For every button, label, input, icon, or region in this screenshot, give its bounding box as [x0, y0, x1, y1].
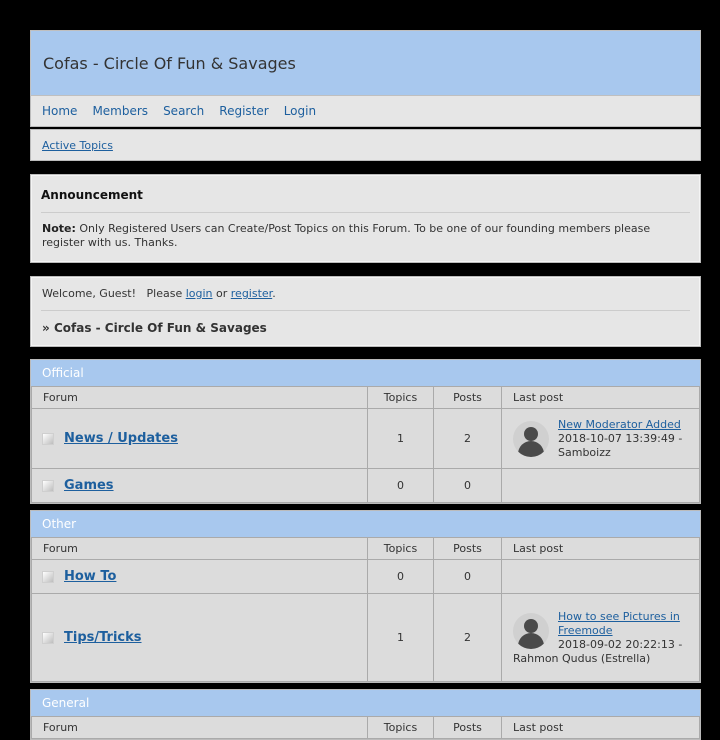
- forum-link[interactable]: Games: [64, 478, 114, 493]
- last-post-link[interactable]: New Moderator Added: [558, 417, 681, 431]
- category-other: [30, 510, 701, 683]
- posts-count: 2: [434, 594, 502, 682]
- site-header: [30, 30, 701, 96]
- category-official: [30, 359, 701, 504]
- col-last-post: Last post: [502, 717, 700, 739]
- main-nav: [30, 96, 701, 127]
- category-header: Other: [31, 511, 700, 537]
- category-header: Official: [31, 360, 700, 386]
- forum-table: [31, 386, 700, 503]
- table-row: [32, 409, 700, 469]
- welcome-line: [41, 277, 690, 310]
- register-link[interactable]: register: [230, 287, 273, 300]
- topics-count: 0: [368, 560, 434, 594]
- breadcrumb-arrow: »: [42, 321, 50, 335]
- breadcrumb: [41, 311, 690, 335]
- forum-status-icon: [42, 480, 54, 492]
- nav-login[interactable]: Login: [283, 104, 317, 118]
- announcement-text: [41, 213, 690, 250]
- nav-home[interactable]: Home: [42, 104, 78, 118]
- forum-table: [31, 716, 700, 739]
- last-post-cell: [502, 560, 700, 594]
- col-forum: Forum: [32, 387, 368, 409]
- nav-register[interactable]: Register: [219, 104, 269, 118]
- announcement-heading: Announcement: [41, 188, 143, 202]
- forum-wrapper: [30, 30, 701, 734]
- announcement-body: Only Registered Users can Create/Post Topics on this Forum. To be one of our founding members please register with us. Thanks.: [42, 222, 651, 249]
- category-header: General: [31, 690, 700, 716]
- col-topics: Topics: [368, 717, 434, 739]
- forum-status-icon: [42, 571, 54, 583]
- nav-search[interactable]: Search: [163, 104, 205, 118]
- topics-count: 1: [368, 409, 434, 469]
- posts-count: 0: [434, 469, 502, 503]
- col-forum: Forum: [32, 538, 368, 560]
- table-row: [32, 560, 700, 594]
- forum-link[interactable]: News / Updates: [64, 431, 178, 446]
- col-topics: Topics: [368, 538, 434, 560]
- col-posts: Posts: [434, 387, 502, 409]
- last-post-cell: [502, 594, 700, 682]
- last-post-cell: [502, 409, 700, 469]
- welcome-suffix: .: [272, 287, 276, 300]
- nav-members[interactable]: Members: [92, 104, 149, 118]
- col-last-post: Last post: [502, 387, 700, 409]
- table-row: [32, 594, 700, 682]
- avatar-icon: [513, 421, 549, 457]
- welcome-or: or: [212, 287, 231, 300]
- category-general: [30, 689, 701, 740]
- site-title: Cofas - Circle Of Fun & Savages: [43, 54, 296, 73]
- forum-status-icon: [42, 632, 54, 644]
- col-last-post: Last post: [502, 538, 700, 560]
- welcome-prefix: Welcome, Guest! Please: [42, 287, 186, 300]
- topics-count: 1: [368, 594, 434, 682]
- forum-link[interactable]: Tips/Tricks: [64, 630, 142, 645]
- last-post-cell: [502, 469, 700, 503]
- last-post-link[interactable]: How to see Pictures in Freemode: [558, 609, 680, 637]
- table-row: [32, 469, 700, 503]
- last-post-meta: 2018-10-07 13:39:49 - Samboizz: [558, 431, 683, 459]
- login-link[interactable]: login: [185, 287, 213, 300]
- posts-count: 2: [434, 409, 502, 469]
- active-topics-link[interactable]: Active Topics: [42, 138, 113, 152]
- avatar-icon: [513, 613, 549, 649]
- col-posts: Posts: [434, 717, 502, 739]
- forum-link[interactable]: How To: [64, 569, 117, 584]
- forum-table: [31, 537, 700, 682]
- breadcrumb-home: Cofas - Circle Of Fun & Savages: [53, 321, 267, 335]
- col-posts: Posts: [434, 538, 502, 560]
- topics-count: 0: [368, 469, 434, 503]
- note-label: Note:: [42, 222, 76, 235]
- col-topics: Topics: [368, 387, 434, 409]
- col-forum: Forum: [32, 717, 368, 739]
- posts-count: 0: [434, 560, 502, 594]
- forum-status-icon: [42, 433, 54, 445]
- last-post-meta: 2018-09-02 20:22:13 - Rahmon Qudus (Estrella): [513, 637, 683, 665]
- welcome-box: [30, 276, 701, 347]
- sub-nav: [30, 129, 701, 161]
- announcement-box: [30, 174, 701, 263]
